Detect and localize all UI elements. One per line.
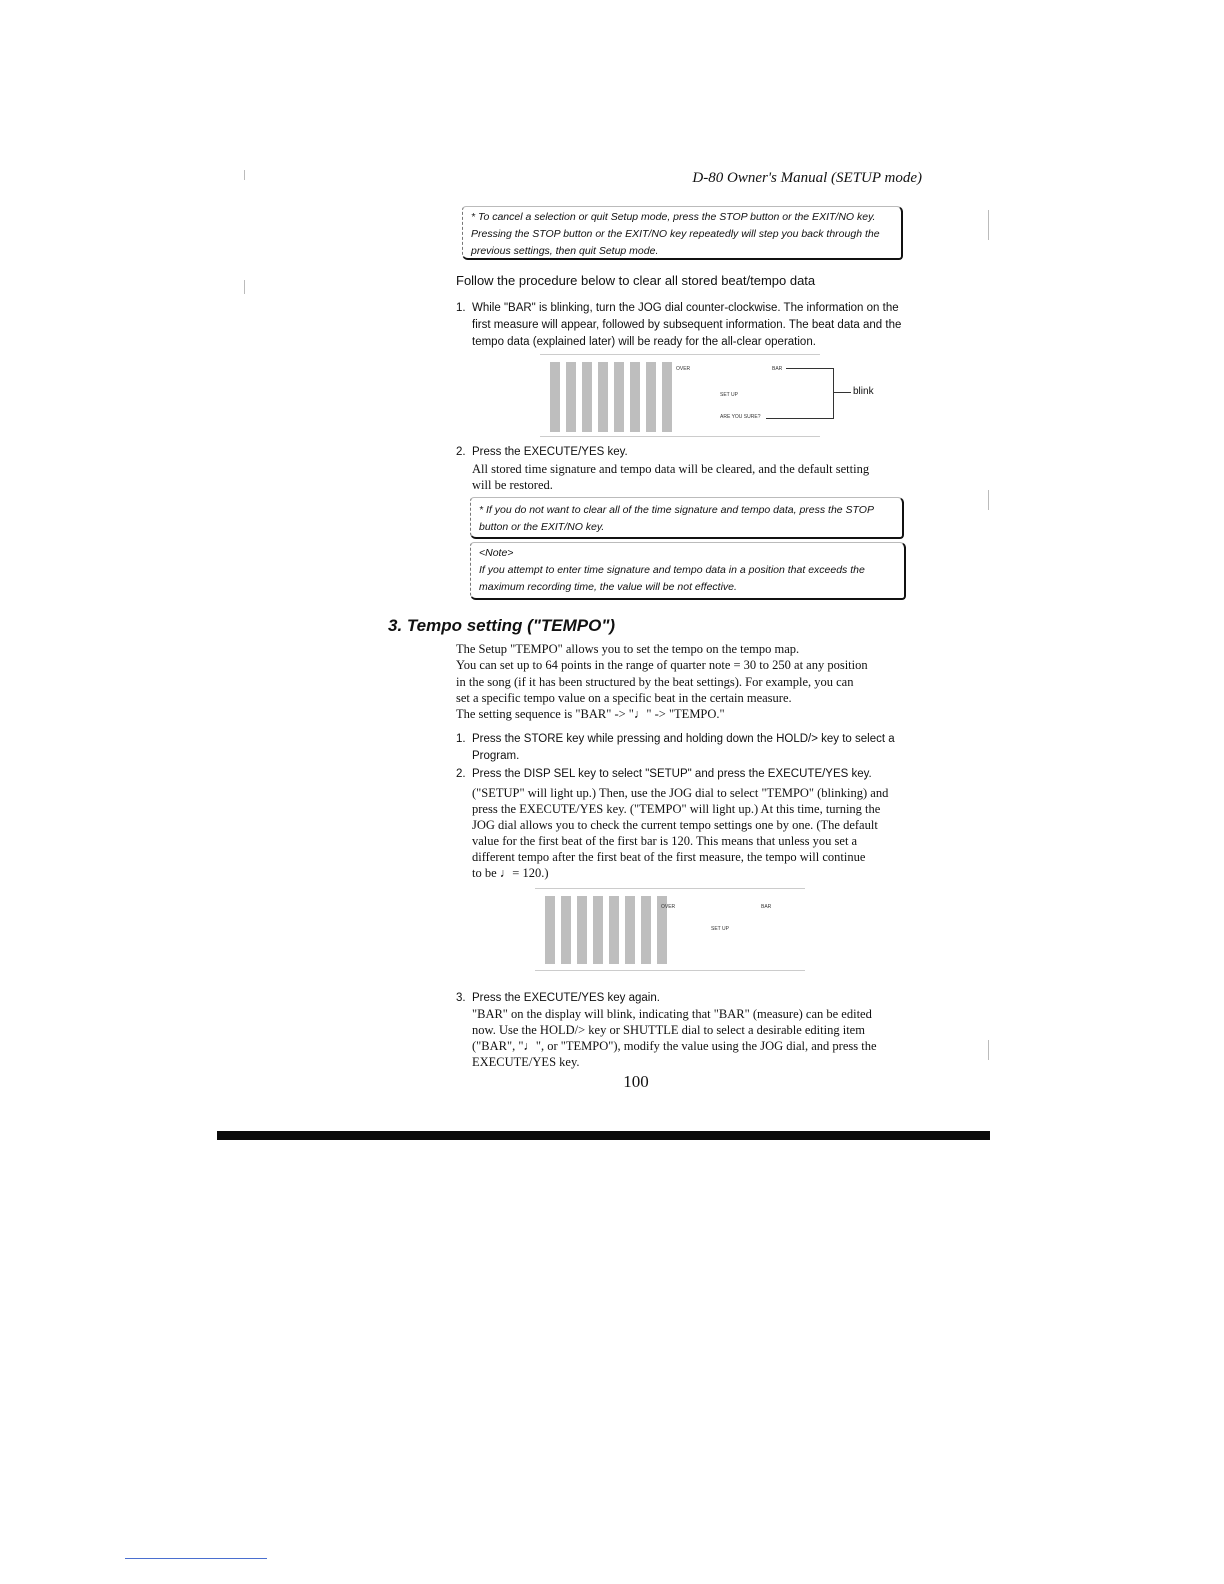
body-line: will be restored.	[472, 478, 553, 492]
step-line: While "BAR" is blinking, turn the JOG dial counter-clockwise. The information on the	[472, 302, 899, 314]
step-number: 3.	[456, 992, 466, 1004]
body-line: All stored time signature and tempo data will be cleared, and the default setting	[472, 462, 870, 476]
tempo-step-2	[456, 766, 922, 784]
clear-step-2-body	[472, 461, 924, 493]
bottom-rule	[217, 1131, 990, 1140]
body-line: to be ♩= 120.)	[472, 866, 549, 880]
note-line: previous settings, then quit Setup mode.	[471, 245, 659, 257]
note-line: If you attempt to enter time signature and tempo data in a position that exceeds the	[479, 564, 865, 576]
over-label: OVER	[661, 904, 676, 910]
footer-line	[125, 1558, 267, 1559]
step-line: Program.	[472, 750, 520, 762]
scan-speck	[988, 210, 989, 240]
note-stop	[470, 497, 904, 539]
clear-step-2	[456, 444, 922, 462]
body-line: ("BAR", "♩", or "TEMPO"), modify the value using the JOG dial, and press the	[472, 1039, 877, 1053]
tempo-step-2-body	[472, 785, 924, 881]
intro-line: You can set up to 64 points in the range of quarter note = 30 to 250 at any position	[456, 658, 868, 673]
body-line: now. Use the HOLD/> key or SHUTTLE dial to select a desirable editing item	[472, 1023, 865, 1037]
bar-label: BAR	[772, 366, 783, 372]
note-line: maximum recording time, the value will be not effective.	[479, 581, 737, 593]
section-title: 3. Tempo setting ("TEMPO")	[388, 616, 616, 635]
setup-label: SET UP	[720, 392, 738, 398]
note-max	[470, 542, 906, 600]
step-line: Press the STORE key while pressing and holding down the HOLD/> key to select a	[472, 733, 895, 745]
blink-callout: blink	[853, 386, 874, 397]
step-line: Press the DISP SEL key to select "SETUP" and press the EXECUTE/YES key.	[472, 768, 872, 780]
scan-speck	[988, 1040, 989, 1060]
step-number: 2.	[456, 446, 466, 458]
step-number: 1.	[456, 302, 466, 314]
body-line: EXECUTE/YES key.	[472, 1055, 580, 1069]
step-number: 1.	[456, 733, 466, 745]
note-line: button or the EXIT/NO key.	[479, 521, 605, 533]
step-number: 2.	[456, 768, 466, 780]
tempo-step-1	[456, 731, 922, 767]
setup-label: SET UP	[711, 926, 729, 932]
step-line: Press the EXECUTE/YES key.	[472, 446, 628, 458]
over-label: OVER	[676, 366, 691, 372]
step-line: Press the EXECUTE/YES key again.	[472, 992, 660, 1004]
clear-step-1	[456, 300, 922, 352]
bar-label: BAR	[761, 904, 772, 910]
tempo-step-3-body	[472, 1006, 924, 1070]
note-line: * If you do not want to clear all of the time signature and tempo data, press the STOP	[479, 504, 874, 516]
scan-speck	[244, 280, 245, 294]
note-title: <Note>	[479, 547, 514, 559]
segment-digits	[550, 362, 690, 432]
body-line: press the EXECUTE/YES key. ("TEMPO" will light up.) At this time, turning the	[472, 802, 881, 816]
body-line: JOG dial allows you to check the current tempo settings one by one. (The default	[472, 818, 878, 832]
note-line: Pressing the STOP button or the EXIT/NO key repeatedly will step you back through the	[471, 228, 880, 240]
page-number: 100	[623, 1072, 649, 1091]
intro-line: The setting sequence is "BAR" -> "♩" -> "TEMPO."	[456, 707, 725, 722]
note-cancel	[462, 206, 903, 260]
step-line: tempo data (explained later) will be ready for the all-clear operation.	[472, 336, 816, 348]
page-header: D-80 Owner's Manual (SETUP mode)	[692, 170, 922, 186]
intro-line: in the song (if it has been structured by the beat settings). For example, you can	[456, 674, 854, 689]
note-line: * To cancel a selection or quit Setup mode, press the STOP button or the EXIT/NO key.	[471, 211, 876, 223]
lcd-display-1	[540, 354, 840, 440]
clear-intro: Follow the procedure below to clear all stored beat/tempo data	[456, 273, 816, 288]
step-line: first measure will appear, followed by subsequent information. The beat data and the	[472, 319, 902, 331]
body-line: different tempo after the first beat of the first measure, the tempo will continue	[472, 850, 866, 864]
body-line: value for the first beat of the first bar is 120. This means that unless you set a	[472, 834, 858, 848]
lcd-display-2	[535, 888, 815, 974]
scan-speck	[244, 170, 245, 180]
scan-speck	[988, 490, 989, 510]
are-you-sure-label: ARE YOU SURE?	[720, 414, 761, 420]
intro-line: set a specific tempo value on a specific beat in the certain measure.	[456, 690, 792, 705]
intro-line: The Setup "TEMPO" allows you to set the tempo on the tempo map.	[456, 642, 800, 656]
body-line: ("SETUP" will light up.) Then, use the JOG dial to select "TEMPO" (blinking) and	[472, 786, 889, 800]
tempo-intro	[456, 641, 920, 722]
body-line: "BAR" on the display will blink, indicating that "BAR" (measure) can be edited	[472, 1007, 872, 1021]
